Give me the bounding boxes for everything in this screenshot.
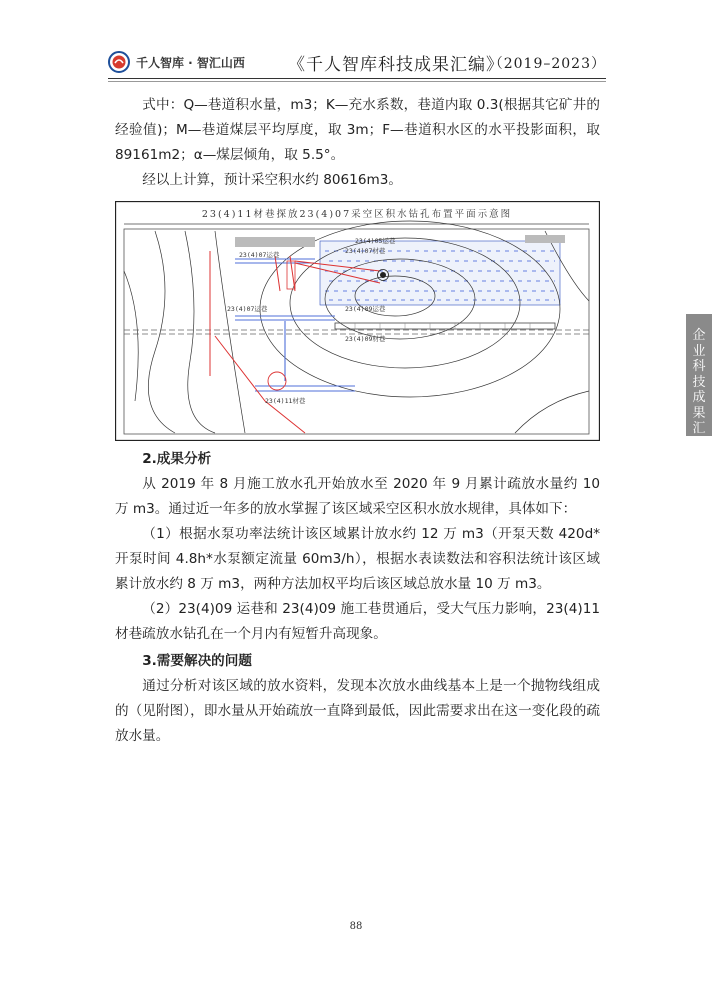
section-heading-problems: 3.需要解决的问题: [142, 653, 252, 669]
label-23-4-07-material: 23(4)07材巷: [345, 247, 386, 255]
header-rule: [108, 78, 606, 79]
figure-title: 23(4)11材巷探放23(4)07采空区积水钻孔布置平面示意图: [201, 209, 513, 220]
problems-text: 通过分析对该区域的放水资料，发现本次放水曲线基本上是一个抛物线组成的（见附图），即水量从开始疏放一直降到最低，因此需要求出在这一变化段的疏放水量。: [115, 678, 600, 744]
results-item-2: （2）23(4)09 运巷和 23(4)09 施工巷贯通后，受大气压力影响，23(4)11 材巷疏放水钻孔在一个月内有短暂升高现象。: [115, 601, 600, 642]
estimate-result: 经以上计算，预计采空积水约 80616m3。: [142, 172, 402, 188]
label-23-4-07-haulage-a: 23(4)07运巷: [239, 251, 280, 259]
formula-explanation: 式中：Q—巷道积水量，m3；K—充水系数，巷道内取 0.3(根据其它矿井的经验值)；M—巷道煤层平均厚度，取 3m；F—巷道积水区的水平投影面积，取 89161m2；α—煤层倾角，取 5.5°。: [115, 97, 600, 163]
header-rule-thin: [108, 81, 606, 82]
label-23-4-09-material: 23(4)09材巷: [345, 335, 386, 343]
brand-name: 千人智库 · 智汇山西: [136, 56, 245, 70]
section-heading-results: 2.成果分析: [142, 451, 212, 467]
label-23-4-05-haulage: 23(4)05运巷: [355, 237, 396, 245]
label-23-4-07-haulage-b: 23(4)07运巷: [227, 305, 268, 313]
side-section-tab-label: 企 业 科 技 成 果 汇 编: [692, 328, 706, 452]
publication-title: 《千人智库科技成果汇编》: [288, 55, 504, 75]
page-number: 88: [349, 921, 363, 932]
drill-layout-figure: [115, 201, 600, 441]
publication-years: （2019–2023）: [488, 56, 606, 72]
document-body: [115, 93, 600, 749]
label-23-4-09-haulage: 23(4)09运巷: [345, 305, 386, 313]
results-item-1: （1）根据水泵功率法统计该区域累计放水约 12 万 m3（开泵天数 420d*开泵时间 4.8h*水泵额定流量 60m3/h），根据水表读数法和容积法统计该区域累计放水约 8 万 m3，两种方法加权平均后该区域总放水量 10 万 m3。: [115, 526, 600, 592]
page-header: [108, 48, 606, 78]
drill-layout-diagram: [115, 201, 600, 441]
side-section-tab: [686, 314, 712, 452]
results-intro: 从 2019 年 8 月施工放水孔开始放水至 2020 年 9 月累计疏放水量约 10 万 m3。通过近一年多的放水掌握了该区域采空区积水放水规律，具体如下：: [115, 476, 600, 517]
label-23-4-11-material: 23(4)11材巷: [265, 397, 306, 405]
logo-icon: [108, 51, 130, 73]
